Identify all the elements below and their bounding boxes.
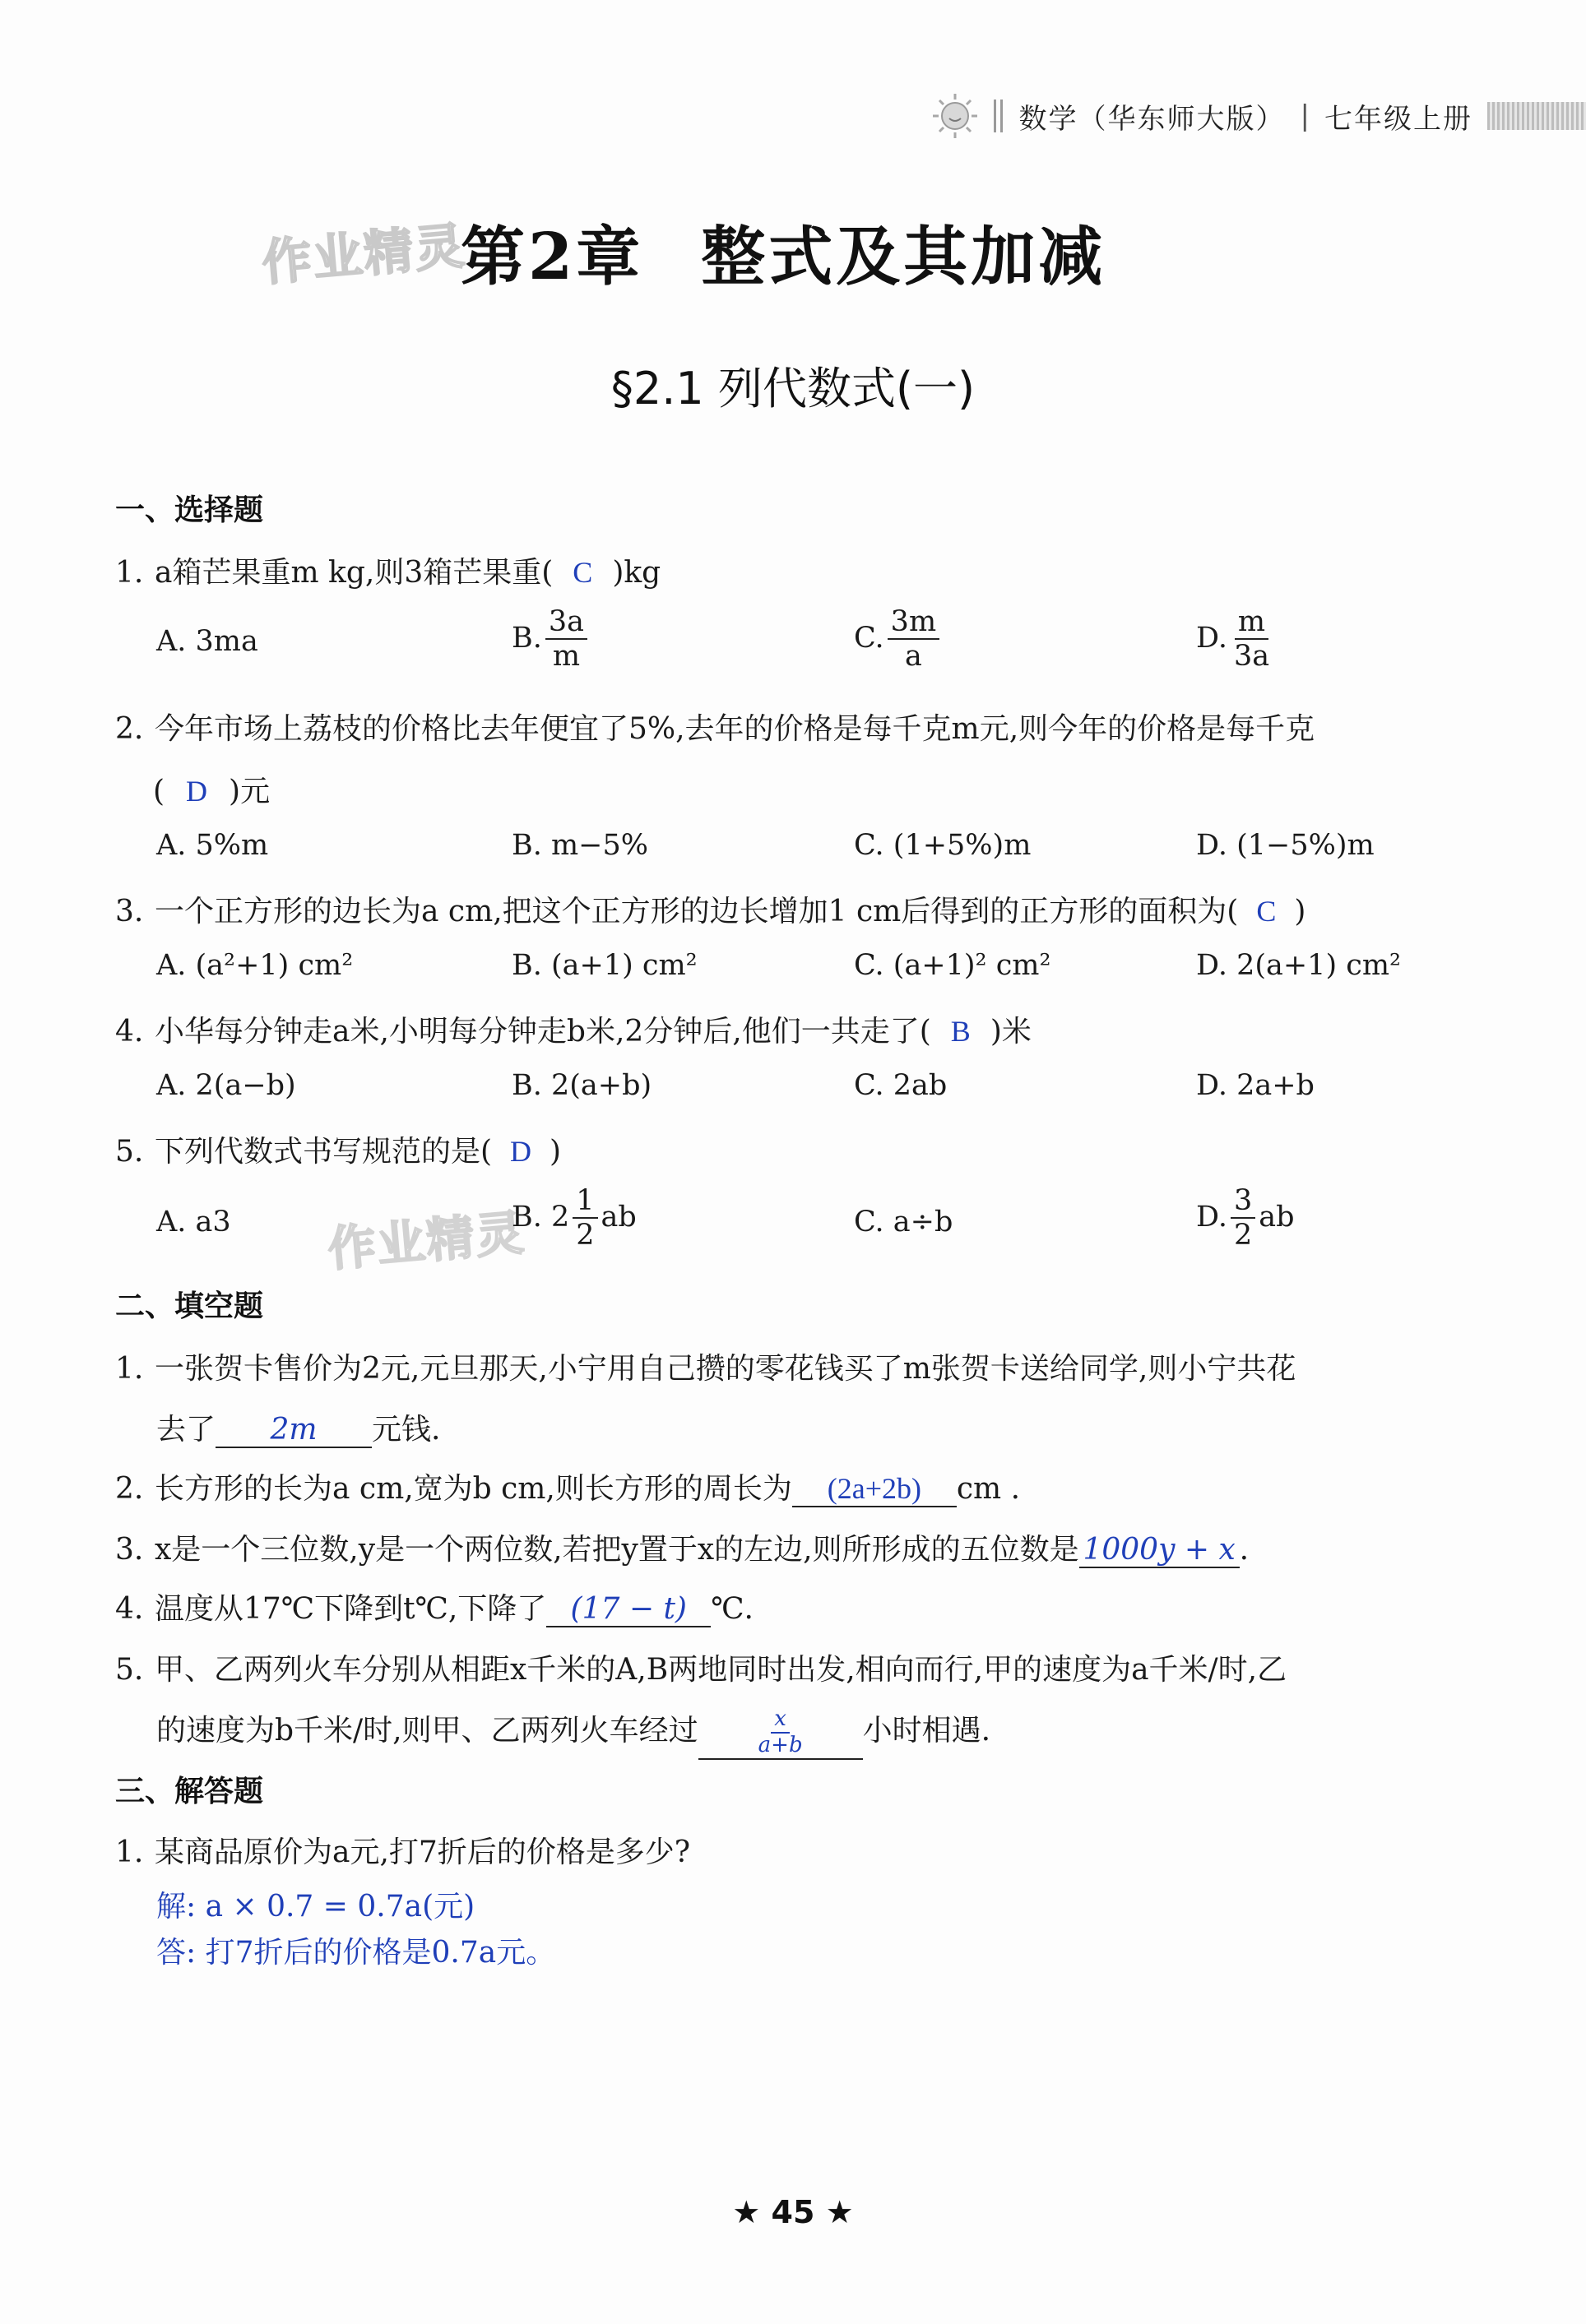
option-b: B. (a+1) cm² [512, 949, 698, 982]
chapter-name: 整式及其加减 [701, 220, 1106, 294]
question-2-5-cont: 的速度为b千米/时,则甲、乙两列火车经过 $\frac{x}{a+b}$ 小时相遇. [156, 1707, 990, 1760]
heading-solve: 三、解答题 [115, 1775, 264, 1808]
header-divider [994, 100, 1003, 132]
solution-line-2: 答: 打7折后的价格是0.7a元。 [156, 1936, 556, 1970]
answer: C [573, 556, 593, 589]
page-number: ★ 45 ★ [732, 2194, 854, 2230]
question-2-4: 4. 温度从17℃下降到t℃,下降了 (17 − t) ℃. [115, 1592, 754, 1626]
question-1-3: 3. 一个正方形的边长为a cm,把这个正方形的边长增加1 cm后得到的正方形的面积为( C ) [115, 895, 1306, 928]
question-2-5: 5. 甲、乙两列火车分别从相距x千米的A,B两地同时出发,相向而行,甲的速度为a千米/时,乙 [115, 1653, 1287, 1687]
answer: $\frac{x}{a+b}$ [758, 1706, 803, 1757]
answer: C [1256, 895, 1277, 928]
option-c: C. (a+1)² cm² [854, 949, 1051, 982]
option-c: C. a÷b [854, 1206, 953, 1238]
question-1-5: 5. 下列代数式书写规范的是( D ) [115, 1135, 562, 1169]
answer: D [186, 775, 208, 808]
option-d: D. $\frac{3}{2}$ ab [1196, 1184, 1295, 1252]
section-title: §2.1 列代数式(一) [610, 363, 976, 414]
option-d: D. (1−5%)m [1196, 829, 1375, 862]
answer: 2m [270, 1413, 318, 1447]
option-b: B. $\frac{3a}{m}$ [512, 605, 591, 674]
question-2-1: 1. 一张贺卡售价为2元,元旦那天,小宁用自己攒的零花钱买了m张贺卡送给同学,则小宁共花 [115, 1352, 1296, 1386]
chapter-number: 第2章 [461, 220, 644, 294]
watermark: 作业精灵 [325, 1204, 527, 1278]
option-c: C. $\frac{3m}{a}$ [854, 605, 943, 674]
question-1-2: 2. 今年市场上荔枝的价格比去年便宜了5%,去年的价格是每千克m元,则今年的价格是每千克 [115, 712, 1315, 746]
option-a: A. 5%m [156, 829, 269, 862]
option-d: D. 2a+b [1196, 1069, 1315, 1102]
option-d: D. 2(a+1) cm² [1196, 949, 1402, 982]
answer: D [510, 1135, 532, 1168]
sun-logo-icon [931, 92, 979, 140]
option-a: A. 3ma [156, 625, 258, 658]
question-1-4: 4. 小华每分钟走a米,小明每分钟走b米,2分钟后,他们一共走了( B )米 [115, 1015, 1032, 1049]
answer: (17 − t) [570, 1592, 687, 1626]
option-c: C. 2ab [854, 1069, 948, 1102]
question-2-1-cont: 去了 2m 元钱. [156, 1413, 441, 1447]
chapter-title [461, 206, 1106, 298]
question-2-3: 3. x是一个三位数,y是一个两位数,若把y置于x的左边,则所形成的五位数是 1000y + x . [115, 1533, 1250, 1567]
answer: (2a+2b) [827, 1472, 922, 1505]
option-a: A. 2(a−b) [156, 1069, 296, 1102]
question-2-2: 2. 长方形的长为a cm,宽为b cm,则长方形的周长为 (2a+2b) cm . [115, 1472, 1021, 1506]
answer: 1000y + x [1083, 1533, 1236, 1567]
watermark: 作业精灵 [259, 217, 469, 293]
question-3-1: 1. 某商品原价为a元,打7折后的价格是多少? [115, 1836, 691, 1869]
header-subject: 数学（华东师大版） [1018, 102, 1286, 136]
header-strip [1487, 102, 1586, 130]
header-separator: | [1300, 100, 1310, 132]
option-a: A. (a²+1) cm² [156, 949, 354, 982]
option-d: D. $\frac{m}{3a}$ [1196, 605, 1270, 674]
option-a: A. a3 [156, 1206, 231, 1238]
option-b: B. 2 $\frac{1}{2}$ ab [512, 1184, 637, 1252]
header-grade: 七年级上册 [1324, 102, 1472, 136]
heading-fill: 二、填空题 [115, 1289, 264, 1323]
question-1-1: 1. a箱芒果重m kg,则3箱芒果重( C )kg [115, 556, 661, 590]
solution-line-1: 解: a × 0.7 = 0.7a(元) [156, 1890, 475, 1924]
heading-choice: 一、选择题 [115, 493, 264, 527]
page-header [931, 89, 1586, 143]
question-1-2-cont: ( D )元 [153, 775, 271, 808]
option-c: C. (1+5%)m [854, 829, 1032, 862]
answer: B [950, 1015, 971, 1048]
option-b: B. m−5% [512, 829, 649, 862]
option-b: B. 2(a+b) [512, 1069, 652, 1102]
